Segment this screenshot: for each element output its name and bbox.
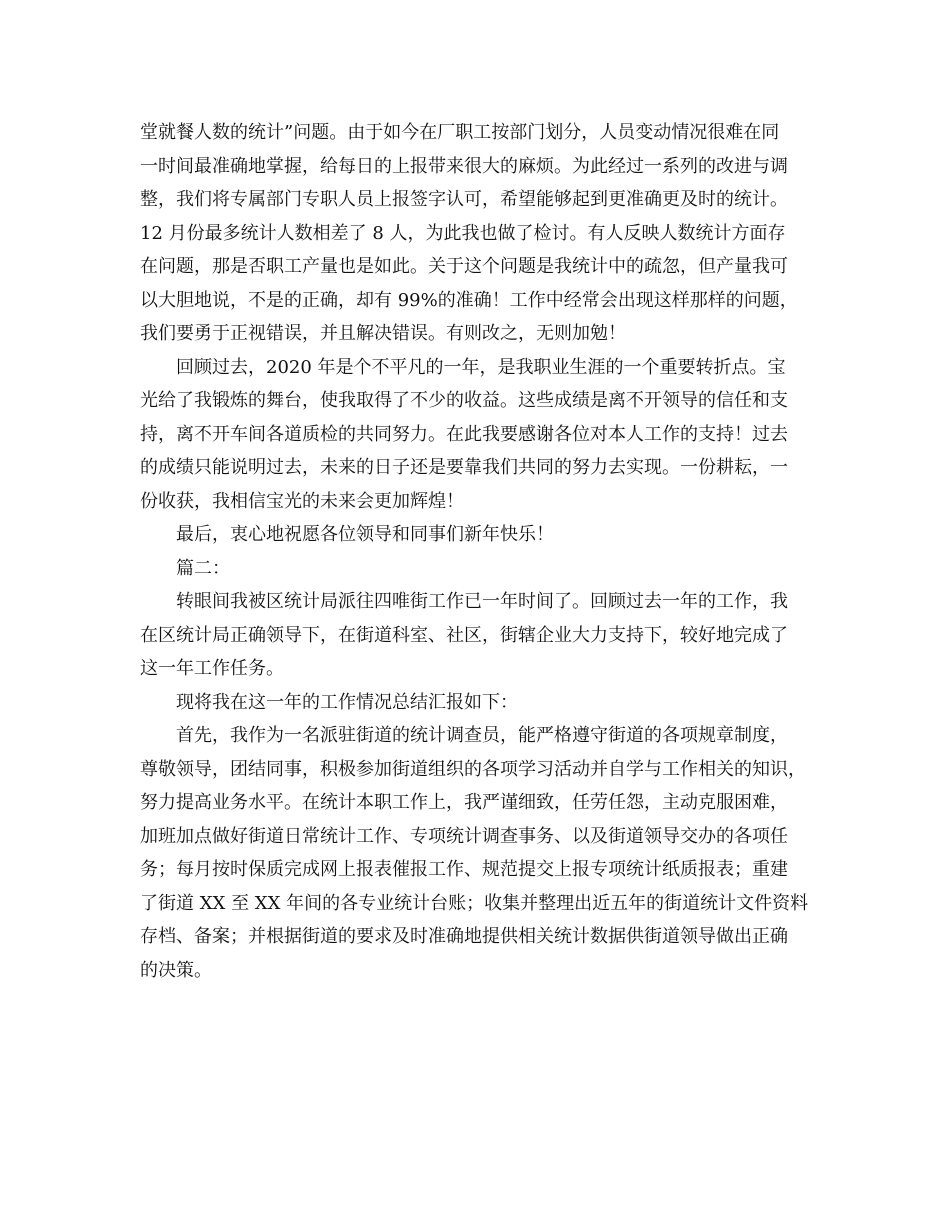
text-line: 现将我在这一年的工作情况总结汇报如下： <box>176 691 518 713</box>
text-line: 的决策。 <box>140 959 212 981</box>
text-line: 存档、备案；并根据街道的要求及时准确地提供相关统计数据供街道领导做出正确 <box>140 926 788 947</box>
text-line: 以大胆地说，不是的正确，却有 99%的准确！工作中经常会出现这样那样的问题， <box>140 289 798 311</box>
text-line: 回顾过去，2020 年是个不平凡的一年，是我职业生涯的一个重要转折点。宝 <box>176 356 786 378</box>
text-line: 持，离不开车间各道质检的共同努力。在此我要感谢各位对本人工作的支持！过去 <box>140 423 788 445</box>
text-line: 在问题，那是否职工产量也是如此。关于这个问题是我统计中的疏忽，但产量我可 <box>140 256 788 277</box>
text-line: 努力提高业务水平。在统计本职工作上，我严谨细致，任劳任怨，主动克服困难， <box>140 792 788 813</box>
text-line: 光给了我锻炼的舞台，使我取得了不少的收益。这些成绩是离不开领导的信任和支 <box>140 390 788 411</box>
text-line: 我们要勇于正视错误，并且解决错误。有则改之，无则加勉！ <box>140 323 626 344</box>
text-line: 在区统计局正确领导下，在街道科室、社区，街辖企业大力支持下，较好地完成了 <box>140 624 788 646</box>
text-line: 篇二： <box>176 557 230 579</box>
text-line: 整，我们将专属部门专职人员上报签字认可，希望能够起到更准确更及时的统计。 <box>140 189 788 210</box>
text-line: 了街道 XX 至 XX 年间的各专业统计台账；收集并整理出近五年的街道统计文件资料 <box>140 892 809 914</box>
text-line: 的成绩只能说明过去，未来的日子还是要靠我们共同的努力去实现。一份耕耘，一 <box>140 457 788 478</box>
text-line: 这一年工作任务。 <box>140 658 284 679</box>
text-line: 务；每月按时保质完成网上报表催报工作、规范提交上报专项统计纸质报表；重建 <box>140 859 788 880</box>
text-line: 首先，我作为一名派驻街道的统计调查员，能严格遵守街道的各项规章制度， <box>176 725 788 746</box>
text-line: 转眼间我被区统计局派往四唯街工作已一年时间了。回顾过去一年的工作，我 <box>176 591 788 612</box>
text-line: 12 月份最多统计人数相差了 8 人，为此我也做了检讨。有人反映人数统计方面存 <box>140 222 786 244</box>
text-line: 最后，衷心地祝愿各位领导和同事们新年快乐！ <box>176 524 554 545</box>
text-line: 加班加点做好街道日常统计工作、专项统计调查事务、以及街道领导交办的各项任 <box>140 825 788 847</box>
document-body <box>140 116 820 987</box>
text-line: 一时间最准确地掌握，给每日的上报带来很大的麻烦。为此经过一系列的改进与调 <box>140 155 788 177</box>
text-line: 尊敬领导，团结同事，积极参加街道组织的各项学习活动并自学与工作相关的知识， <box>140 758 806 780</box>
text-line: 堂就餐人数的统计”问题。由于如今在厂职工按部门划分，人员变动情况很难在同 <box>140 122 780 143</box>
text-line: 份收获，我相信宝光的未来会更加辉煌！ <box>140 490 464 512</box>
